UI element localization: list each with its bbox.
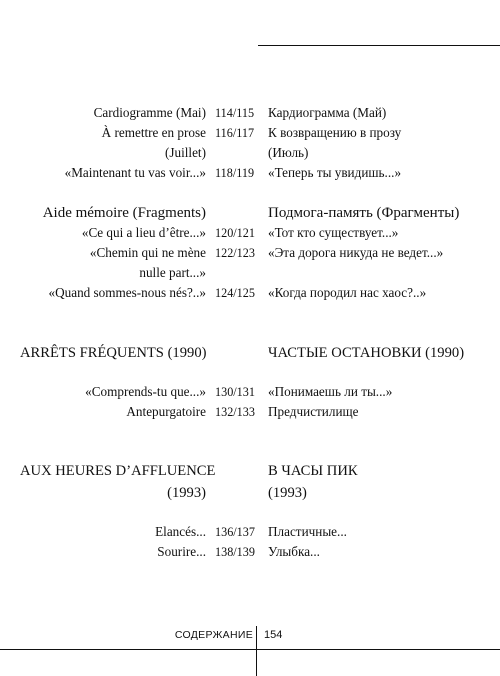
toc-entry bbox=[0, 103, 500, 123]
page-range: 120/121 bbox=[215, 226, 255, 240]
footer-vertical-rule bbox=[256, 626, 257, 676]
french-section-title: AUX HEURES D’AFFLUENCE bbox=[20, 463, 216, 479]
toc-entry bbox=[0, 123, 500, 143]
french-title: Elancés... bbox=[155, 524, 206, 539]
russian-section-title: ЧАСТЫЕ ОСТАНОВКИ (1990) bbox=[268, 345, 465, 361]
russian-section-title: В ЧАСЫ ПИК bbox=[268, 463, 358, 479]
toc-section-heading bbox=[0, 202, 500, 224]
toc-entry bbox=[0, 402, 500, 422]
french-title: «Ce qui a lieu d’être...» bbox=[81, 225, 206, 240]
toc-section-heading bbox=[0, 342, 500, 364]
page-number: 154 bbox=[264, 629, 283, 641]
toc-entry bbox=[0, 163, 500, 183]
page-range: 116/117 bbox=[215, 126, 255, 140]
page-range: 132/133 bbox=[215, 405, 255, 419]
french-title: «Comprends-tu que...» bbox=[85, 384, 206, 399]
footer-horizontal-rule bbox=[0, 649, 500, 650]
toc-entry-continuation bbox=[0, 263, 500, 283]
french-title: Antepurgatoire bbox=[126, 404, 206, 419]
russian-title: «Понимаешь ли ты...» bbox=[268, 384, 393, 399]
russian-title: (Июль) bbox=[268, 145, 309, 160]
page-range: 130/131 bbox=[215, 385, 255, 399]
page-range: 124/125 bbox=[215, 286, 255, 300]
toc-entry bbox=[0, 243, 500, 263]
russian-title: «Теперь ты увидишь...» bbox=[268, 165, 402, 180]
russian-section-year: (1993) bbox=[268, 485, 307, 501]
french-title: «Chemin qui ne mène bbox=[89, 245, 206, 260]
russian-title: К возвращению в прозу bbox=[268, 125, 402, 140]
toc-entry bbox=[0, 382, 500, 402]
toc-entry bbox=[0, 522, 500, 542]
toc-entry bbox=[0, 223, 500, 243]
french-section-year: (1993) bbox=[167, 485, 206, 501]
russian-title: «Эта дорога никуда не ведет...» bbox=[268, 245, 444, 260]
page-range: 136/137 bbox=[215, 525, 255, 539]
page-range: 118/119 bbox=[215, 166, 255, 180]
french-section-title: Aide mémoire (Fragments) bbox=[42, 205, 206, 221]
french-title: «Maintenant tu vas voir...» bbox=[64, 165, 206, 180]
french-title: nulle part...» bbox=[139, 265, 206, 280]
page-range: 114/115 bbox=[215, 106, 255, 120]
toc-entry bbox=[0, 283, 500, 303]
french-title: À remettre en prose bbox=[101, 125, 206, 140]
russian-title: «Тот кто существует...» bbox=[268, 225, 399, 240]
toc-entry bbox=[0, 542, 500, 562]
french-title: «Quand sommes-nous nés?..» bbox=[48, 285, 206, 300]
russian-title: Кардиограмма (Май) bbox=[268, 105, 387, 120]
footer-section-label: СОДЕРЖАНИЕ bbox=[174, 629, 253, 641]
french-section-title: ARRÊTS FRÉQUENTS (1990) bbox=[20, 345, 207, 361]
page-range: 122/123 bbox=[215, 246, 255, 260]
russian-title: «Когда породил нас хаос?..» bbox=[268, 285, 427, 300]
russian-title: Пластичные... bbox=[268, 524, 347, 539]
toc-entry-continuation bbox=[0, 143, 500, 163]
russian-title: Предчистилище bbox=[268, 404, 359, 419]
russian-section-title: Подмога-память (Фрагменты) bbox=[268, 205, 460, 221]
toc-section-heading-continuation bbox=[0, 482, 500, 504]
top-rule bbox=[258, 45, 500, 46]
french-title: Cardiogramme (Mai) bbox=[93, 105, 206, 120]
russian-title: Улыбка... bbox=[268, 544, 320, 559]
french-title: (Juillet) bbox=[164, 145, 206, 160]
toc-section-heading bbox=[0, 460, 500, 482]
page-range: 138/139 bbox=[215, 545, 255, 559]
french-title: Sourire... bbox=[157, 544, 206, 559]
